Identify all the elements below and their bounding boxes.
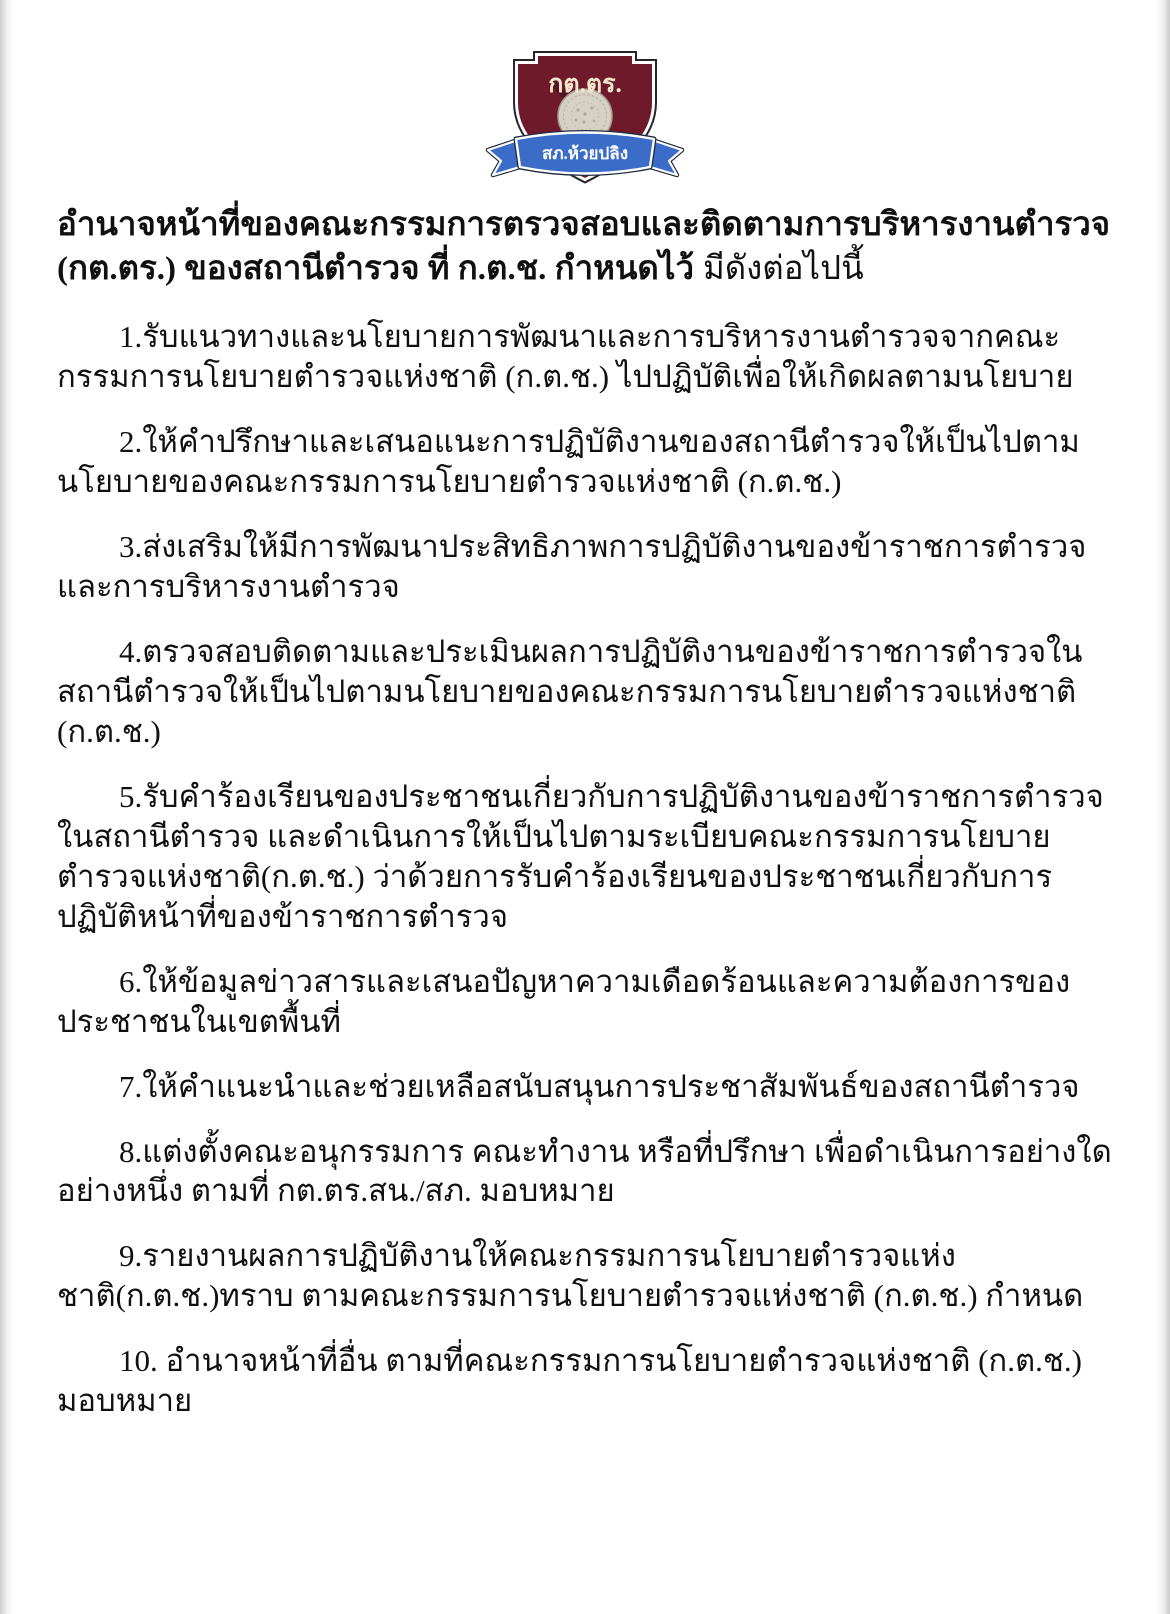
page-title	[57, 204, 1112, 292]
duty-item-1: 1.รับแนวทางและนโยบายการพัฒนาและการบริหารงานตำรวจจากคณะกรรมการนโยบายตำรวจแห่งชาติ (ก.ต.ช.) ไปปฏิบัติเพื่อให้เกิดผลตามนโยบาย	[57, 318, 1074, 394]
police-station-crest-logo	[57, 50, 1112, 190]
duty-item-2: 2.ให้คำปรึกษาและเสนอแนะการปฏิบัติงานของสถานีตำรวจให้เป็นไปตามนโยบายของคณะกรรมการนโยบายตำรวจแห่งชาติ (ก.ต.ช.)	[57, 423, 1080, 499]
duty-item-3: 3.ส่งเสริมให้มีการพัฒนาประสิทธิภาพการปฏิบัติงานของข้าราชการตำรวจและการบริหารงานตำรวจ	[57, 528, 1087, 604]
duty-item-9: 9.รายงานผลการปฏิบัติงานให้คณะกรรมการนโยบายตำรวจแห่งชาติ(ก.ต.ช.)ทราบ ตามคณะกรรมการนโยบายตำรวจแห่งชาติ (ก.ต.ช.) กำหนด	[57, 1238, 1084, 1314]
crest-shield-icon	[480, 50, 690, 190]
crest-shield-text: กต.ตร.	[547, 71, 622, 98]
duty-item-4: 4.ตรวจสอบติดตามและประเมินผลการปฏิบัติงานของข้าราชการตำรวจในสถานีตำรวจให้เป็นไปตามนโยบายของคณะกรรมการนโยบายตำรวจแห่งชาติ (ก.ต.ช.)	[57, 633, 1083, 749]
crest-ribbon-text: สภ.ห้วยปลิง	[541, 144, 628, 163]
duties-list	[57, 317, 1112, 1422]
page-edge-shadow-left	[0, 0, 14, 1614]
duty-item-8: 8.แต่งตั้งคณะอนุกรรมการ คณะทำงาน หรือที่ปรึกษา เพื่อดำเนินการอย่างใดอย่างหนึ่ง ตามที่ กต.ตร.สน./สภ. มอบหมาย	[57, 1133, 1112, 1209]
page-title-suffix: มีดังต่อไปนี้	[703, 250, 864, 287]
duty-item-10: 10. อำนาจหน้าที่อื่น ตามที่คณะกรรมการนโยบายตำรวจแห่งชาติ (ก.ต.ช.) มอบหมาย	[57, 1343, 1082, 1419]
duty-item-6: 6.ให้ข้อมูลข่าวสารและเสนอปัญหาความเดือดร้อนและความต้องการของประชาชนในเขตพื้นที่	[57, 963, 1071, 1039]
duty-item-5: 5.รับคำร้องเรียนของประชาชนเกี่ยวกับการปฏิบัติงานของข้าราชการตำรวจในสถานีตำรวจ และดำเนินการให้เป็นไปตามระเบียบคณะกรรมการนโยบายตำรวจแห่งชาติ(ก.ต.ช.) ว่าด้วยการรับคำร้องเรียนของประชาชนเกี่ยวกับการปฏิบัติหน้าที่ของข้าราชการตำรวจ	[57, 778, 1104, 934]
ribbon-banner	[516, 133, 654, 174]
page-title-bold: อำนาจหน้าที่ของคณะกรรมการตรวจสอบและติดตามการบริหารงานตำรวจ (กต.ตร.) ของสถานีตำรวจ ที่ ก.ต.ช. กำหนดไว้	[57, 207, 1111, 287]
page-edge-shadow-right	[1156, 0, 1170, 1614]
duty-item-7: 7.ให้คำแนะนำและช่วยเหลือสนับสนุนการประชาสัมพันธ์ของสถานีตำรวจ	[119, 1068, 1080, 1104]
